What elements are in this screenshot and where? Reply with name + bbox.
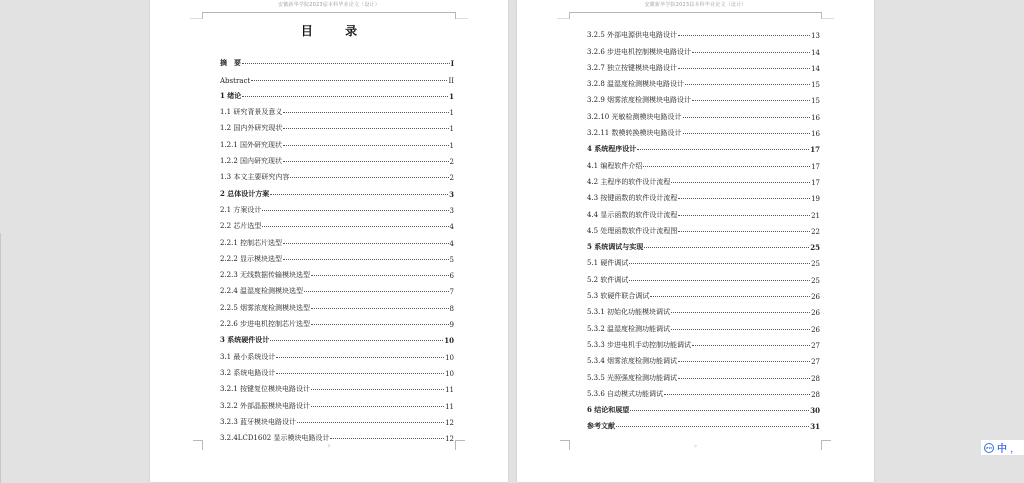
dot-leader — [629, 280, 810, 281]
toc-entry-label: 3 系统硬件设计 — [220, 335, 270, 345]
toc-entry-page: 10 — [445, 353, 454, 362]
toc-entry[interactable] — [220, 264, 454, 280]
toc-entry-label: 1.2.2 国内研究现状 — [220, 157, 283, 166]
dot-leader — [678, 231, 810, 232]
dot-leader — [671, 182, 810, 183]
toc-entry-label: Abstract — [220, 76, 251, 85]
toc-entry[interactable] — [587, 203, 820, 219]
toc-entry-label: 5.3.5 光照强度检测功能调试 — [587, 373, 678, 382]
dot-leader — [262, 226, 448, 227]
toc-entry[interactable] — [220, 133, 454, 149]
toc-entry-label: 3.2.3 蓝牙模块电路设计 — [220, 417, 297, 426]
toc-entry-label: 2 总体设计方案 — [220, 188, 270, 198]
toc-entry-page: 11 — [445, 402, 454, 411]
toc-entry-page: 25 — [811, 260, 820, 269]
toc-entry-page: 25 — [810, 243, 820, 253]
header-rule — [570, 12, 821, 13]
toc-entry-page: 15 — [811, 81, 820, 90]
toc-title: 目 录 — [300, 24, 372, 38]
dot-leader — [683, 117, 811, 118]
toc-entry-page: 21 — [811, 211, 820, 220]
dot-leader — [311, 324, 448, 325]
toc-entry[interactable] — [220, 345, 454, 361]
toc-entry[interactable] — [220, 329, 454, 345]
dot-leader — [664, 394, 810, 395]
dot-leader — [629, 263, 810, 264]
toc-entry[interactable] — [587, 366, 820, 382]
dot-leader — [297, 422, 444, 423]
toc-entry-label: 4.4 显示函数的软件设计流程 — [587, 210, 678, 219]
ifly-logo-icon: iFLY — [984, 443, 994, 453]
toc-entry[interactable] — [587, 334, 820, 350]
toc-entry[interactable] — [220, 280, 454, 296]
toc-entry[interactable] — [587, 89, 820, 105]
toc-entry-label: 2.1 方案设计 — [220, 205, 262, 214]
toc-entry-page: 16 — [811, 113, 820, 122]
toc-entry[interactable] — [587, 317, 820, 333]
toc-entry-label: 3.2.8 温湿度检测模块电路设计 — [587, 80, 685, 89]
window-edge — [0, 233, 1, 483]
dot-leader — [644, 247, 809, 248]
dot-leader — [685, 84, 810, 85]
toc-entry-page: 22 — [811, 227, 820, 236]
toc-entry-label: 2.2 芯片选型 — [220, 222, 262, 231]
toc-entry[interactable] — [587, 40, 820, 56]
toc-entry-label: 4.5 处理函数软件设计流程图 — [587, 226, 678, 235]
toc-entry-page: 6 — [449, 272, 454, 281]
toc-entry[interactable] — [220, 117, 454, 133]
toc-entry-page: 25 — [811, 276, 820, 285]
toc-entry[interactable] — [220, 85, 454, 101]
toc-entry-label: 3.2 系统电路设计 — [220, 368, 276, 377]
dot-leader — [311, 389, 444, 390]
toc-entry-label: 2.2.5 烟雾浓度检测模块选型 — [220, 303, 311, 312]
dot-leader — [630, 410, 809, 411]
toc-entry[interactable] — [587, 138, 820, 154]
toc-entry-label: 1 绪论 — [220, 90, 242, 100]
dot-leader — [251, 80, 447, 81]
toc-entry[interactable] — [220, 378, 454, 394]
toc-entry-label: 5.1 硬件调试 — [587, 259, 629, 268]
toc-entry-page: 2 — [449, 158, 454, 167]
toc-entry-label: 4 系统程序设计 — [587, 144, 637, 154]
toc-entry[interactable] — [220, 427, 454, 443]
toc-entry[interactable] — [587, 252, 820, 268]
document-page-1 — [150, 0, 508, 482]
toc-entry-page: 14 — [811, 48, 820, 57]
toc-entry[interactable] — [587, 187, 820, 203]
toc-entry-page: 4 — [449, 239, 454, 248]
toc-entry-label: 5.3 软硬件联合调试 — [587, 292, 650, 301]
page-header-text: 安徽新华学院2023届本科毕业论文（设计） — [644, 2, 747, 8]
toc-entry-page: 1 — [449, 125, 454, 134]
page-number: 2 — [694, 443, 697, 448]
toc-entry[interactable] — [587, 383, 820, 399]
toc-list — [587, 24, 820, 431]
dot-leader — [262, 210, 448, 211]
toc-entry[interactable] — [220, 313, 454, 329]
toc-entry[interactable] — [220, 182, 454, 198]
toc-entry-page: 19 — [811, 195, 820, 204]
toc-entry[interactable] — [587, 285, 820, 301]
dot-leader — [242, 96, 448, 97]
dot-leader — [311, 406, 444, 407]
toc-entry[interactable] — [220, 411, 454, 427]
toc-entry[interactable] — [587, 415, 820, 431]
toc-entry-label: 4.3 按键函数的软件设计流程 — [587, 194, 678, 203]
dot-leader — [283, 145, 448, 146]
toc-entry-page: 31 — [810, 422, 820, 432]
ime-language-toggle[interactable]: 中 — [997, 444, 1007, 455]
toc-entry-label: 摘 要 — [220, 58, 241, 68]
dot-leader — [270, 340, 443, 341]
toc-entry-label: 2.2.4 温湿度检测模块选型 — [220, 287, 304, 296]
toc-entry[interactable] — [587, 268, 820, 284]
toc-entry[interactable] — [220, 199, 454, 215]
dot-leader — [692, 100, 810, 101]
toc-entry-page: I — [450, 59, 454, 69]
toc-entry-label: 3.2.5 外部电源供电电路设计 — [587, 31, 678, 40]
toc-entry[interactable] — [587, 236, 820, 252]
ime-indicator[interactable] — [981, 440, 1024, 455]
dot-leader — [671, 312, 810, 313]
dot-leader — [283, 161, 448, 162]
toc-entry[interactable] — [587, 350, 820, 366]
toc-entry-label: 5.3.3 步进电机手动控制功能调试 — [587, 340, 692, 349]
toc-entry-label: 5.3.2 温湿度检测功能调试 — [587, 324, 671, 333]
dot-leader — [242, 63, 450, 64]
toc-entry[interactable] — [220, 394, 454, 410]
dot-leader — [678, 215, 810, 216]
header-rule — [203, 12, 455, 13]
dot-leader — [311, 275, 448, 276]
toc-entry-page: 27 — [811, 358, 820, 367]
page-header-text: 安徽新华学院2023届本科毕业论文（设计） — [278, 2, 380, 8]
toc-entry-label: 5 系统调试与实现 — [587, 242, 644, 252]
dot-leader — [276, 373, 444, 374]
document-page-2 — [517, 0, 874, 482]
dot-leader — [270, 194, 448, 195]
toc-entry-page: 14 — [811, 64, 820, 73]
toc-entry[interactable] — [220, 362, 454, 378]
dot-leader — [283, 259, 448, 260]
toc-entry-page: 17 — [811, 178, 820, 187]
toc-entry-page: 30 — [810, 406, 820, 416]
toc-entry-label: 参考文献 — [587, 421, 615, 431]
dot-leader — [290, 177, 448, 178]
toc-entry[interactable] — [220, 150, 454, 166]
dot-leader — [650, 296, 810, 297]
dot-leader — [643, 166, 810, 167]
dot-leader — [678, 361, 810, 362]
dot-leader — [283, 128, 448, 129]
toc-entry[interactable] — [587, 301, 820, 317]
toc-entry[interactable] — [587, 154, 820, 170]
toc-entry-label: 1.3 本文主要研究内容 — [220, 173, 290, 182]
toc-entry[interactable] — [587, 399, 820, 415]
toc-entry[interactable] — [220, 248, 454, 264]
toc-entry-label: 4.1 编程软件介绍 — [587, 161, 643, 170]
toc-entry-page: 1 — [449, 141, 454, 150]
toc-entry-page: 27 — [811, 341, 820, 350]
toc-entry-page: 12 — [445, 418, 454, 427]
toc-list — [220, 52, 454, 443]
toc-entry-label: 4.2 主程序的软件设计流程 — [587, 177, 671, 186]
toc-entry[interactable] — [220, 166, 454, 182]
toc-entry[interactable] — [587, 73, 820, 89]
toc-entry-label: 6 结论和展望 — [587, 405, 630, 415]
toc-entry-label: 1.1 研究背景及意义 — [220, 108, 283, 117]
toc-entry-page: 10 — [444, 336, 454, 346]
toc-entry-label: 5.3.1 初始化功能模块调试 — [587, 308, 671, 317]
dot-leader — [683, 133, 811, 134]
dot-leader — [678, 198, 810, 199]
dot-leader — [692, 52, 810, 53]
toc-entry-page: II — [448, 76, 454, 85]
toc-entry-page: 1 — [449, 91, 454, 101]
toc-entry[interactable] — [587, 24, 820, 40]
toc-entry-page: 1 — [449, 109, 454, 118]
toc-entry-label: 3.2.4LCD1602 显示模块电路设计 — [220, 434, 330, 443]
toc-entry-page: 17 — [811, 162, 820, 171]
toc-entry-label: 3.2.7 独立按键模块电路设计 — [587, 63, 678, 72]
toc-entry-page: 17 — [810, 145, 820, 155]
toc-entry-page: 9 — [449, 321, 454, 330]
toc-entry[interactable] — [587, 105, 820, 121]
dot-leader — [304, 291, 448, 292]
toc-entry-page: 15 — [811, 97, 820, 106]
toc-entry-label: 3.2.6 步进电机控制模块电路设计 — [587, 47, 692, 56]
toc-entry-page: 4 — [449, 223, 454, 232]
toc-entry-label: 3.1 最小系统设计 — [220, 352, 276, 361]
toc-entry-label: 3.2.11 数模转换模块电路设计 — [587, 129, 682, 138]
dot-leader — [692, 345, 810, 346]
toc-entry[interactable] — [220, 52, 454, 68]
toc-entry-page: 13 — [811, 32, 820, 41]
toc-entry[interactable] — [220, 296, 454, 312]
dot-leader — [283, 112, 448, 113]
toc-entry[interactable] — [220, 215, 454, 231]
dot-leader — [283, 243, 448, 244]
toc-entry-page: 26 — [811, 309, 820, 318]
toc-entry[interactable] — [220, 231, 454, 247]
dot-leader — [678, 35, 810, 36]
toc-entry-label: 5.3.6 自动模式功能调试 — [587, 389, 664, 398]
dot-leader — [311, 308, 448, 309]
corner-mark — [190, 18, 202, 19]
dot-leader — [671, 329, 810, 330]
toc-entry-label: 5.2 软件调试 — [587, 275, 629, 284]
toc-entry-label: 2.2.1 控制芯片选型 — [220, 238, 283, 247]
ime-punctuation-toggle[interactable]: ， — [1010, 444, 1020, 455]
toc-entry-label: 3.2.2 外部晶振模块电路设计 — [220, 401, 311, 410]
toc-entry[interactable] — [220, 101, 454, 117]
dot-leader — [678, 378, 810, 379]
toc-entry-label: 2.2.2 显示模块选型 — [220, 254, 283, 263]
toc-entry-page: 7 — [449, 288, 454, 297]
toc-entry-page: 26 — [811, 325, 820, 334]
dot-leader — [276, 357, 444, 358]
toc-entry[interactable] — [587, 171, 820, 187]
toc-entry-label: 3.2.9 烟雾浓度检测模块电路设计 — [587, 96, 692, 105]
toc-entry[interactable] — [587, 57, 820, 73]
toc-entry-page: 28 — [811, 374, 820, 383]
corner-mark — [822, 18, 834, 19]
corner-mark — [456, 18, 468, 19]
toc-entry-label: 2.2.3 无线数据传输模块选型 — [220, 271, 311, 280]
toc-entry-page: 8 — [449, 304, 454, 313]
toc-entry-label: 3.2.1 按键复位模块电路设计 — [220, 385, 311, 394]
toc-entry-page: 28 — [811, 390, 820, 399]
corner-mark — [557, 18, 569, 19]
dot-leader — [330, 438, 444, 439]
dot-leader — [637, 149, 809, 150]
toc-entry-page: 3 — [449, 189, 454, 199]
toc-entry-label: 5.3.4 烟雾浓度检测功能调试 — [587, 357, 678, 366]
toc-entry-label: 1.2.1 国外研究现状 — [220, 140, 283, 149]
page-number: 1 — [327, 443, 331, 448]
toc-entry-page: 11 — [445, 386, 454, 395]
dot-leader — [616, 426, 809, 427]
toc-entry[interactable] — [587, 122, 820, 138]
dot-leader — [678, 68, 810, 69]
toc-entry-page: 5 — [449, 255, 454, 264]
toc-entry-label: 1.2 国内外研究现状 — [220, 124, 283, 133]
toc-entry-page: 26 — [811, 293, 820, 302]
toc-entry[interactable] — [587, 220, 820, 236]
toc-entry-label: 3.2.10 光敏检测模块电路设计 — [587, 112, 682, 121]
toc-entry[interactable] — [220, 68, 454, 84]
toc-entry-page: 3 — [449, 206, 454, 215]
toc-entry-page: 2 — [449, 174, 454, 183]
toc-entry-label: 2.2.6 步进电机控制芯片选型 — [220, 320, 311, 329]
toc-entry-page: 10 — [445, 369, 454, 378]
toc-entry-page: 16 — [811, 130, 820, 139]
toc-entry-page: 12 — [445, 435, 454, 444]
